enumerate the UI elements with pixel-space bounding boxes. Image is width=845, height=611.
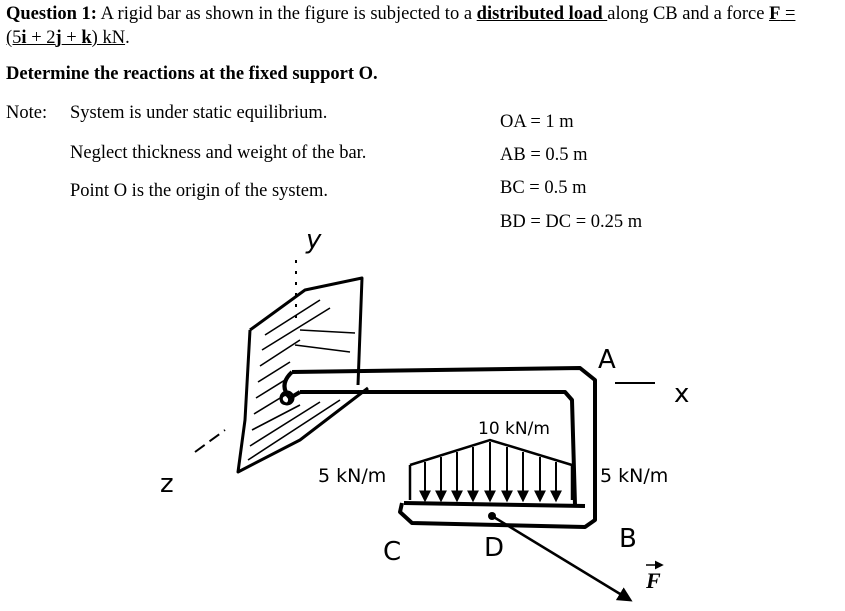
distributed-load-term: distributed load [476, 4, 608, 24]
load-peak-label: 10 kN/m [478, 419, 550, 439]
z-axis [160, 430, 225, 499]
dimension-oa: OA = 1 m [500, 112, 574, 132]
note-item: Neglect thickness and weight of the bar. [70, 143, 367, 163]
dimension-ab: AB = 0.5 m [500, 145, 588, 165]
point-b-label: B [619, 524, 637, 554]
y-axis [296, 225, 322, 320]
note-label: Note: [6, 103, 48, 123]
question-text: Question 1: A rigid bar as shown in the figure is subjected to a distributed load along CB and a force F = (5i + 2j + k) kN. [6, 4, 796, 48]
force-equals: = [780, 4, 796, 24]
bar-segment-oa [284, 368, 595, 527]
load-arrows [425, 442, 556, 500]
point-o-label: O [279, 391, 292, 409]
question-label: Question 1: [6, 4, 97, 24]
force-expression: (5i + 2j + k) kN [6, 28, 126, 48]
fixed-wall [238, 278, 368, 472]
note-item: Point O is the origin of the system. [70, 181, 328, 201]
note-item: System is under static equilibrium. [70, 103, 328, 123]
y-axis-label: y [306, 225, 322, 255]
force-symbol: F [769, 4, 781, 24]
force-f-label: F [646, 568, 661, 593]
x-axis [615, 379, 689, 409]
dimension-bc: BC = 0.5 m [500, 178, 587, 198]
question-text-2: along CB and a force [607, 4, 770, 24]
x-axis-label: x [674, 379, 690, 409]
load-right-label: 5 kN/m [600, 465, 669, 487]
point-d-label: D [484, 533, 505, 563]
point-a-label: A [598, 345, 616, 375]
dimension-bd-dc: BD = DC = 0.25 m [500, 212, 643, 232]
load-left-label: 5 kN/m [318, 465, 387, 487]
point-c-label: C [383, 537, 402, 567]
z-axis-label: z [160, 469, 174, 499]
question-text-1: A rigid bar as shown in the figure is subjected to a [96, 4, 477, 24]
task-heading: Determine the reactions at the fixed support O. [6, 64, 378, 84]
